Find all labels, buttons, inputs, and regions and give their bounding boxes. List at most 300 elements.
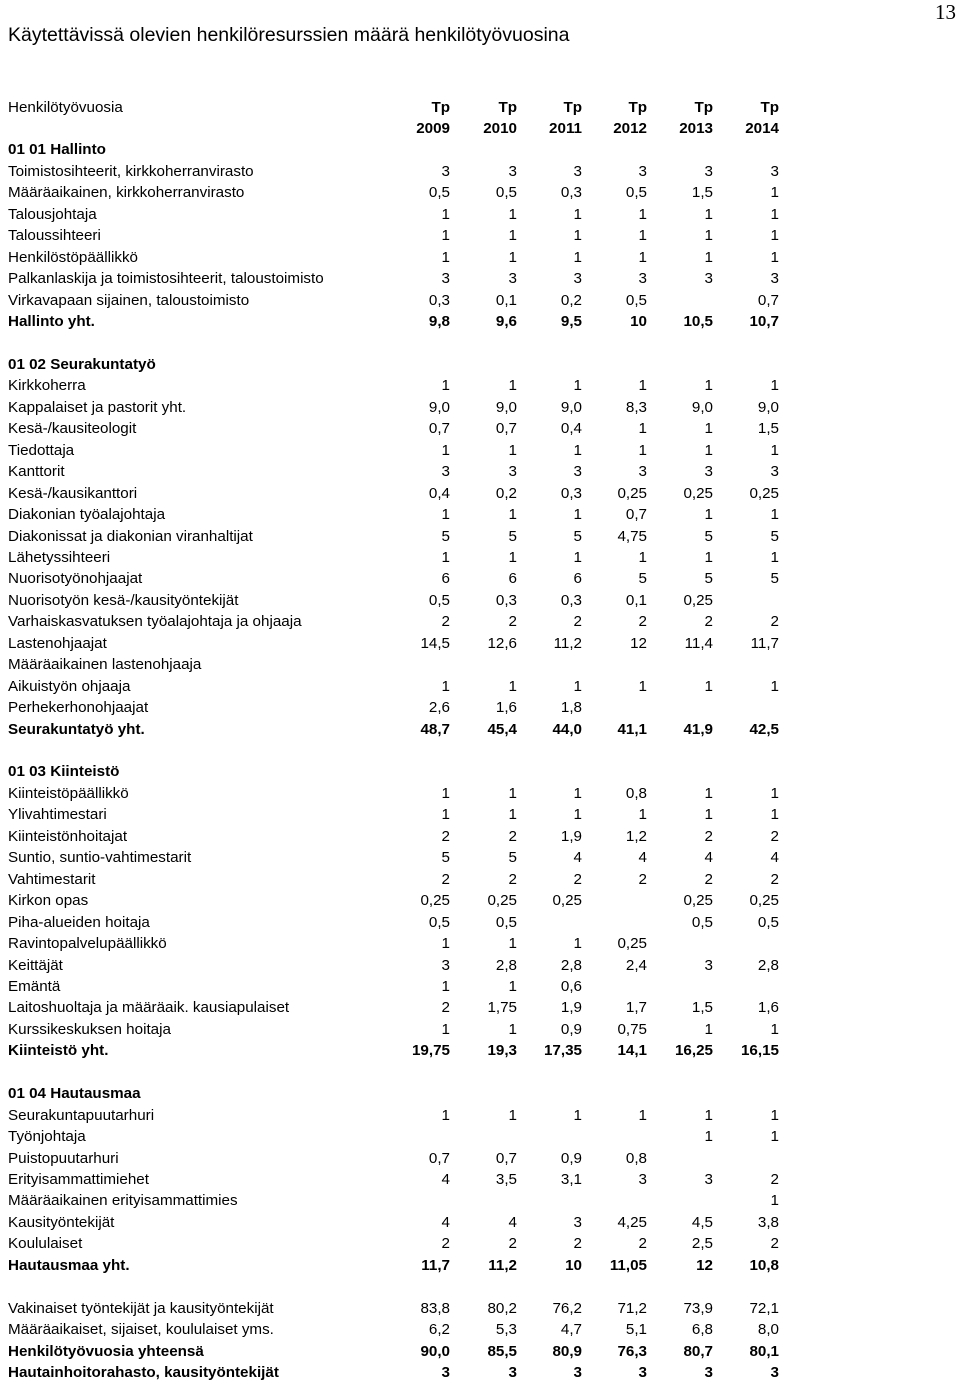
cell-value: 19,75: [411, 1042, 450, 1060]
cell-value: 6,8: [691, 1321, 713, 1339]
row-label: 01 03 Kiinteistö: [8, 763, 120, 781]
row-label: Lastenohjaajat: [8, 634, 107, 652]
table-row: [0, 1126, 960, 1147]
table-row: [0, 633, 960, 654]
cell-value: 0,4: [560, 420, 582, 438]
cell-value: 5: [441, 527, 450, 545]
cell-value: 11,05: [609, 1256, 647, 1274]
cell-value: 1: [638, 420, 647, 438]
cell-value: 1: [704, 784, 713, 802]
row-label: Kesä-/kausiteologit: [8, 420, 137, 438]
cell-value: 2,8: [560, 956, 582, 974]
table-row: [0, 654, 960, 675]
row-label: Määräaikaiset, sijaiset, koululaiset yms.: [8, 1321, 274, 1339]
table-row: [0, 804, 960, 825]
table-row: [0, 1169, 960, 1190]
cell-value: 2: [441, 870, 450, 888]
table-row: [0, 568, 960, 589]
cell-value: 0,1: [625, 591, 647, 609]
cell-value: 4: [441, 1213, 450, 1231]
cell-value: 16,25: [674, 1042, 713, 1060]
cell-value: 4: [638, 849, 647, 867]
cell-value: 1: [704, 205, 713, 223]
cell-value: 1: [508, 935, 517, 953]
cell-value: 6: [573, 570, 582, 588]
cell-value: 3: [441, 270, 450, 288]
cell-value: 1: [573, 806, 582, 824]
cell-value: 1: [704, 227, 713, 245]
cell-value: 2: [704, 613, 713, 631]
cell-value: 0,25: [749, 484, 779, 502]
cell-value: 0,25: [420, 892, 450, 910]
cell-value: 2: [573, 1235, 582, 1253]
row-label: Toimistosihteerit, kirkkoherranvirasto: [8, 162, 254, 180]
row-label: Henkilötyövuosia yhteensä: [8, 1342, 204, 1360]
table-row: [0, 225, 960, 246]
cell-value: 41,9: [683, 720, 713, 738]
cell-value: 0,25: [683, 484, 713, 502]
table-row: [0, 161, 960, 182]
cell-value: 48,7: [420, 720, 450, 738]
cell-value: 1: [573, 1106, 582, 1124]
cell-value: 80,1: [749, 1342, 779, 1360]
cell-value: 4: [704, 849, 713, 867]
cell-value: 3: [638, 162, 647, 180]
table-row: [0, 1105, 960, 1126]
cell-value: 1: [770, 227, 779, 245]
row-label: Määräaikainen, kirkkoherranvirasto: [8, 184, 245, 202]
cell-value: 4: [441, 1171, 450, 1188]
cell-value: 9,8: [428, 313, 450, 330]
cell-value: 0,5: [495, 913, 517, 931]
table-row: [0, 1040, 960, 1061]
table-row: [0, 1255, 960, 1276]
cell-value: Tp: [431, 98, 450, 116]
cell-value: 3: [508, 463, 517, 481]
cell-value: 9,0: [757, 398, 779, 416]
row-label: Lähetyssihteeri: [8, 548, 111, 566]
cell-value: 3,5: [495, 1171, 517, 1188]
cell-value: 11,2: [488, 1256, 517, 1274]
cell-value: 2: [508, 1235, 517, 1253]
cell-value: 5,3: [495, 1321, 517, 1339]
cell-value: 1: [770, 806, 779, 824]
table-row: [0, 526, 960, 547]
cell-value: 1: [573, 205, 582, 223]
cell-value: 1: [638, 677, 647, 695]
cell-value: 0,3: [495, 591, 517, 609]
cell-value: 0,5: [428, 184, 450, 202]
row-label: Määräaikainen lastenohjaaja: [8, 656, 202, 674]
cell-value: 5: [770, 570, 779, 588]
table-row: [0, 1319, 960, 1340]
cell-value: 1: [441, 784, 450, 802]
table-row: [0, 1298, 960, 1319]
cell-value: 0,75: [617, 1020, 647, 1038]
cell-value: Tp: [563, 98, 582, 116]
cell-value: Tp: [694, 98, 713, 116]
cell-value: 1: [441, 441, 450, 459]
row-label: 01 01 Hallinto: [8, 141, 106, 159]
cell-value: 2010: [483, 119, 517, 137]
table-row: [0, 139, 960, 160]
row-label: Diakonissat ja diakonian viranhaltijat: [8, 527, 253, 545]
cell-value: 3: [638, 1364, 647, 1382]
cell-value: 1: [441, 677, 450, 695]
table-row: [0, 354, 960, 375]
table-row: [0, 955, 960, 976]
cell-value: 3: [770, 162, 779, 180]
cell-value: 3: [704, 1171, 713, 1188]
row-label: Seurakuntapuutarhuri: [8, 1106, 155, 1124]
cell-value: 2: [508, 870, 517, 888]
cell-value: 0,25: [487, 892, 517, 910]
cell-value: 5,1: [625, 1321, 647, 1339]
row-label: 01 02 Seurakuntatyö: [8, 355, 156, 373]
table-row: [0, 1148, 960, 1169]
cell-value: 0,7: [428, 420, 450, 438]
cell-value: 4,7: [560, 1321, 582, 1339]
cell-value: 8,3: [625, 398, 647, 416]
cell-value: 11,4: [684, 634, 713, 652]
cell-value: 2: [573, 870, 582, 888]
cell-value: 2,6: [428, 699, 450, 717]
row-label: Hautainhoitorahasto, kausityöntekijät: [8, 1364, 279, 1382]
cell-value: 1: [638, 441, 647, 459]
row-label: Keittäjät: [8, 956, 63, 974]
page-number: 13: [935, 0, 956, 24]
cell-value: 2: [638, 613, 647, 631]
cell-value: 6: [441, 570, 450, 588]
cell-value: 1: [508, 977, 517, 995]
cell-value: 0,5: [691, 913, 713, 931]
cell-value: 9,0: [691, 398, 713, 416]
cell-value: 6: [508, 570, 517, 588]
table-row: [0, 890, 960, 911]
cell-value: 1: [508, 227, 517, 245]
cell-value: 1: [770, 784, 779, 802]
cell-value: 1: [573, 506, 582, 524]
cell-value: 1: [508, 441, 517, 459]
cell-value: 3: [638, 270, 647, 288]
cell-value: 3: [704, 162, 713, 180]
row-label: Ravintopalvelupäällikkö: [8, 935, 167, 953]
cell-value: 1: [508, 248, 517, 266]
cell-value: 41,1: [617, 720, 647, 738]
cell-value: 1: [770, 506, 779, 524]
row-label: 01 04 Hautausmaa: [8, 1085, 141, 1103]
cell-value: 80,9: [552, 1342, 582, 1360]
cell-value: 1: [770, 441, 779, 459]
cell-value: 1: [704, 1106, 713, 1124]
cell-value: 3: [573, 1213, 582, 1231]
cell-value: 3: [441, 162, 450, 180]
cell-value: 11,7: [421, 1256, 450, 1274]
cell-value: 9,6: [495, 313, 517, 330]
row-label: Kesä-/kausikanttori: [8, 484, 138, 502]
cell-value: 90,0: [420, 1342, 450, 1360]
row-label: Puistopuutarhuri: [8, 1149, 119, 1167]
cell-value: 5: [770, 527, 779, 545]
cell-value: 0,2: [560, 291, 582, 309]
cell-value: 2,5: [691, 1235, 713, 1253]
cell-value: 1: [770, 1106, 779, 1124]
table-row: [0, 847, 960, 868]
cell-value: 1: [770, 377, 779, 395]
table-row: [0, 1341, 960, 1362]
cell-value: 0,7: [757, 291, 779, 309]
cell-value: 10,5: [683, 313, 713, 330]
page-title: Käytettävissä olevien henkilöresurssien määrä henkilötyövuosina: [8, 24, 570, 46]
cell-value: 2: [770, 1171, 779, 1188]
row-label: Koululaiset: [8, 1235, 83, 1253]
row-label: Kurssikeskuksen hoitaja: [8, 1020, 171, 1038]
cell-value: 3: [573, 1364, 582, 1382]
cell-value: 42,5: [749, 720, 779, 738]
table-row: [0, 397, 960, 418]
table-row: [0, 182, 960, 203]
cell-value: 0,5: [625, 184, 647, 202]
cell-value: 3: [770, 1364, 779, 1382]
row-label: Erityisammattimiehet: [8, 1171, 149, 1188]
cell-value: 3: [704, 956, 713, 974]
cell-value: 3: [638, 463, 647, 481]
cell-value: 1: [441, 248, 450, 266]
cell-value: 4: [770, 849, 779, 867]
cell-value: 0,25: [683, 591, 713, 609]
cell-value: 2: [508, 613, 517, 631]
row-label: Kirkon opas: [8, 892, 89, 910]
cell-value: 4: [573, 849, 582, 867]
row-label: Talousjohtaja: [8, 205, 97, 223]
cell-value: 3: [508, 162, 517, 180]
cell-value: 1: [441, 548, 450, 566]
cell-value: 3: [441, 463, 450, 481]
cell-value: 76,2: [552, 1299, 582, 1317]
cell-value: 2009: [416, 119, 450, 137]
table-row: [0, 912, 960, 933]
row-label: Työnjohtaja: [8, 1128, 86, 1146]
row-label: Perhekerhonohjaajat: [8, 699, 149, 717]
cell-value: 44,0: [552, 720, 582, 738]
cell-value: 2: [770, 870, 779, 888]
cell-value: 1: [704, 806, 713, 824]
cell-value: 1: [704, 1020, 713, 1038]
row-label: Henkilötyövuosia: [8, 98, 123, 116]
cell-value: 1: [441, 1106, 450, 1124]
cell-value: 1,75: [487, 999, 517, 1017]
cell-value: 12,6: [487, 634, 517, 652]
row-label: Suntio, suntio-vahtimestarit: [8, 849, 192, 867]
cell-value: 1: [441, 1020, 450, 1038]
table-row: [0, 268, 960, 289]
row-label: Laitoshuoltaja ja määräaik. kausiapulaiset: [8, 999, 290, 1017]
row-label: Kappalaiset ja pastorit yht.: [8, 398, 187, 416]
cell-value: 1: [770, 677, 779, 695]
cell-value: 1: [704, 506, 713, 524]
cell-value: 1: [441, 227, 450, 245]
cell-value: 1: [770, 548, 779, 566]
table-row: [0, 976, 960, 997]
cell-value: 5: [441, 849, 450, 867]
cell-value: Tp: [498, 98, 517, 116]
cell-value: 5: [638, 570, 647, 588]
cell-value: 4,75: [617, 527, 647, 545]
cell-value: 2: [770, 1235, 779, 1253]
row-label: Kanttorit: [8, 463, 65, 481]
cell-value: 12: [696, 1256, 713, 1274]
cell-value: 1: [508, 1106, 517, 1124]
table-row: [0, 611, 960, 632]
row-label: Emäntä: [8, 977, 61, 995]
cell-value: 0,25: [749, 892, 779, 910]
row-label: Piha-alueiden hoitaja: [8, 913, 150, 931]
cell-value: 9,5: [560, 313, 582, 330]
cell-value: 2: [770, 827, 779, 845]
cell-value: 1: [704, 548, 713, 566]
row-label: Hautausmaa yht.: [8, 1256, 130, 1274]
cell-value: 1: [441, 977, 450, 995]
cell-value: 3: [638, 1171, 647, 1188]
cell-value: 1: [638, 1106, 647, 1124]
cell-value: 1,9: [560, 827, 582, 845]
row-label: Nuorisotyön kesä-/kausityöntekijät: [8, 591, 239, 609]
cell-value: 0,7: [495, 1149, 517, 1167]
cell-value: 0,4: [428, 484, 450, 502]
cell-value: 3: [573, 270, 582, 288]
row-label: Tiedottaja: [8, 441, 75, 459]
cell-value: 2: [704, 870, 713, 888]
cell-value: 1: [704, 248, 713, 266]
cell-value: 0,25: [683, 892, 713, 910]
table-row: [0, 676, 960, 697]
table-row: [0, 204, 960, 225]
table-row: [0, 869, 960, 890]
cell-value: 1: [508, 784, 517, 802]
cell-value: 2,8: [757, 956, 779, 974]
table-row: [0, 483, 960, 504]
cell-value: 0,3: [428, 291, 450, 309]
cell-value: Tp: [760, 98, 779, 116]
table-row: [0, 719, 960, 740]
cell-value: 2: [638, 1235, 647, 1253]
cell-value: 3,1: [560, 1171, 582, 1188]
cell-value: 10: [630, 313, 647, 330]
cell-value: 8,0: [757, 1321, 779, 1339]
cell-value: 16,15: [740, 1042, 779, 1060]
table-row: [0, 97, 960, 118]
table-row: [0, 1212, 960, 1233]
row-label: Varhaiskasvatuksen työalajohtaja ja ohjaaja: [8, 613, 302, 631]
cell-value: 5: [508, 527, 517, 545]
cell-value: 1: [508, 548, 517, 566]
cell-value: 1: [441, 935, 450, 953]
row-label: Kiinteistö yht.: [8, 1042, 109, 1060]
cell-value: 0,2: [495, 484, 517, 502]
cell-value: 3: [704, 270, 713, 288]
cell-value: 0,8: [625, 784, 647, 802]
cell-value: 0,25: [552, 892, 582, 910]
row-label: Palkanlaskija ja toimistosihteerit, taloustoimisto: [8, 270, 324, 288]
cell-value: 1: [508, 806, 517, 824]
cell-value: 1: [638, 205, 647, 223]
table-row: [0, 375, 960, 396]
spacer-row: [0, 740, 960, 761]
table-row: [0, 1233, 960, 1254]
cell-value: 0,3: [560, 484, 582, 502]
cell-value: 1: [638, 248, 647, 266]
cell-value: 0,8: [625, 1149, 647, 1167]
cell-value: 1: [638, 377, 647, 395]
cell-value: 2: [441, 999, 450, 1017]
cell-value: 1: [573, 548, 582, 566]
cell-value: 0,5: [495, 184, 517, 202]
cell-value: 1: [704, 420, 713, 438]
cell-value: 3,8: [757, 1213, 779, 1231]
cell-value: 1,2: [625, 827, 647, 845]
cell-value: 5: [704, 570, 713, 588]
cell-value: 1: [508, 205, 517, 223]
cell-value: 1: [770, 1020, 779, 1038]
cell-value: 0,5: [625, 291, 647, 309]
row-label: Seurakuntatyö yht.: [8, 720, 145, 738]
cell-value: 72,1: [749, 1299, 779, 1317]
cell-value: 2,8: [495, 956, 517, 974]
cell-value: 1: [704, 677, 713, 695]
cell-value: 4,25: [617, 1213, 647, 1231]
cell-value: 0,5: [428, 913, 450, 931]
table-row: [0, 1019, 960, 1040]
cell-value: 0,9: [560, 1149, 582, 1167]
table-row: [0, 118, 960, 139]
cell-value: 11,2: [553, 634, 582, 652]
cell-value: 2011: [549, 119, 582, 137]
table-row: [0, 247, 960, 268]
cell-value: 3: [573, 463, 582, 481]
cell-value: 0,7: [495, 420, 517, 438]
cell-value: 0,25: [617, 484, 647, 502]
cell-value: 0,3: [560, 591, 582, 609]
cell-value: 80,7: [683, 1342, 713, 1360]
cell-value: 0,5: [428, 591, 450, 609]
cell-value: 71,2: [617, 1299, 647, 1317]
table-row: [0, 290, 960, 311]
cell-value: 45,4: [487, 720, 517, 738]
cell-value: 1: [638, 548, 647, 566]
cell-value: 1,6: [495, 699, 517, 717]
cell-value: 12: [630, 634, 647, 652]
cell-value: 14,5: [420, 634, 450, 652]
row-label: Määräaikainen erityisammattimies: [8, 1192, 238, 1210]
cell-value: 10: [565, 1256, 582, 1274]
spacer-row: [0, 1062, 960, 1083]
row-label: Diakonian työalajohtaja: [8, 506, 166, 524]
cell-value: 5: [704, 527, 713, 545]
row-label: Vakinaiset työntekijät ja kausityöntekijät: [8, 1299, 274, 1317]
cell-value: 0,25: [617, 935, 647, 953]
cell-value: 1: [573, 441, 582, 459]
table-row: [0, 504, 960, 525]
cell-value: 0,9: [560, 1020, 582, 1038]
cell-value: 1: [508, 377, 517, 395]
row-label: Kiinteistönhoitajat: [8, 827, 128, 845]
cell-value: 3: [704, 1364, 713, 1382]
table-row: [0, 997, 960, 1018]
cell-value: 1: [704, 1128, 713, 1146]
cell-value: 1,9: [560, 999, 582, 1017]
table-row: [0, 461, 960, 482]
table-row: [0, 783, 960, 804]
